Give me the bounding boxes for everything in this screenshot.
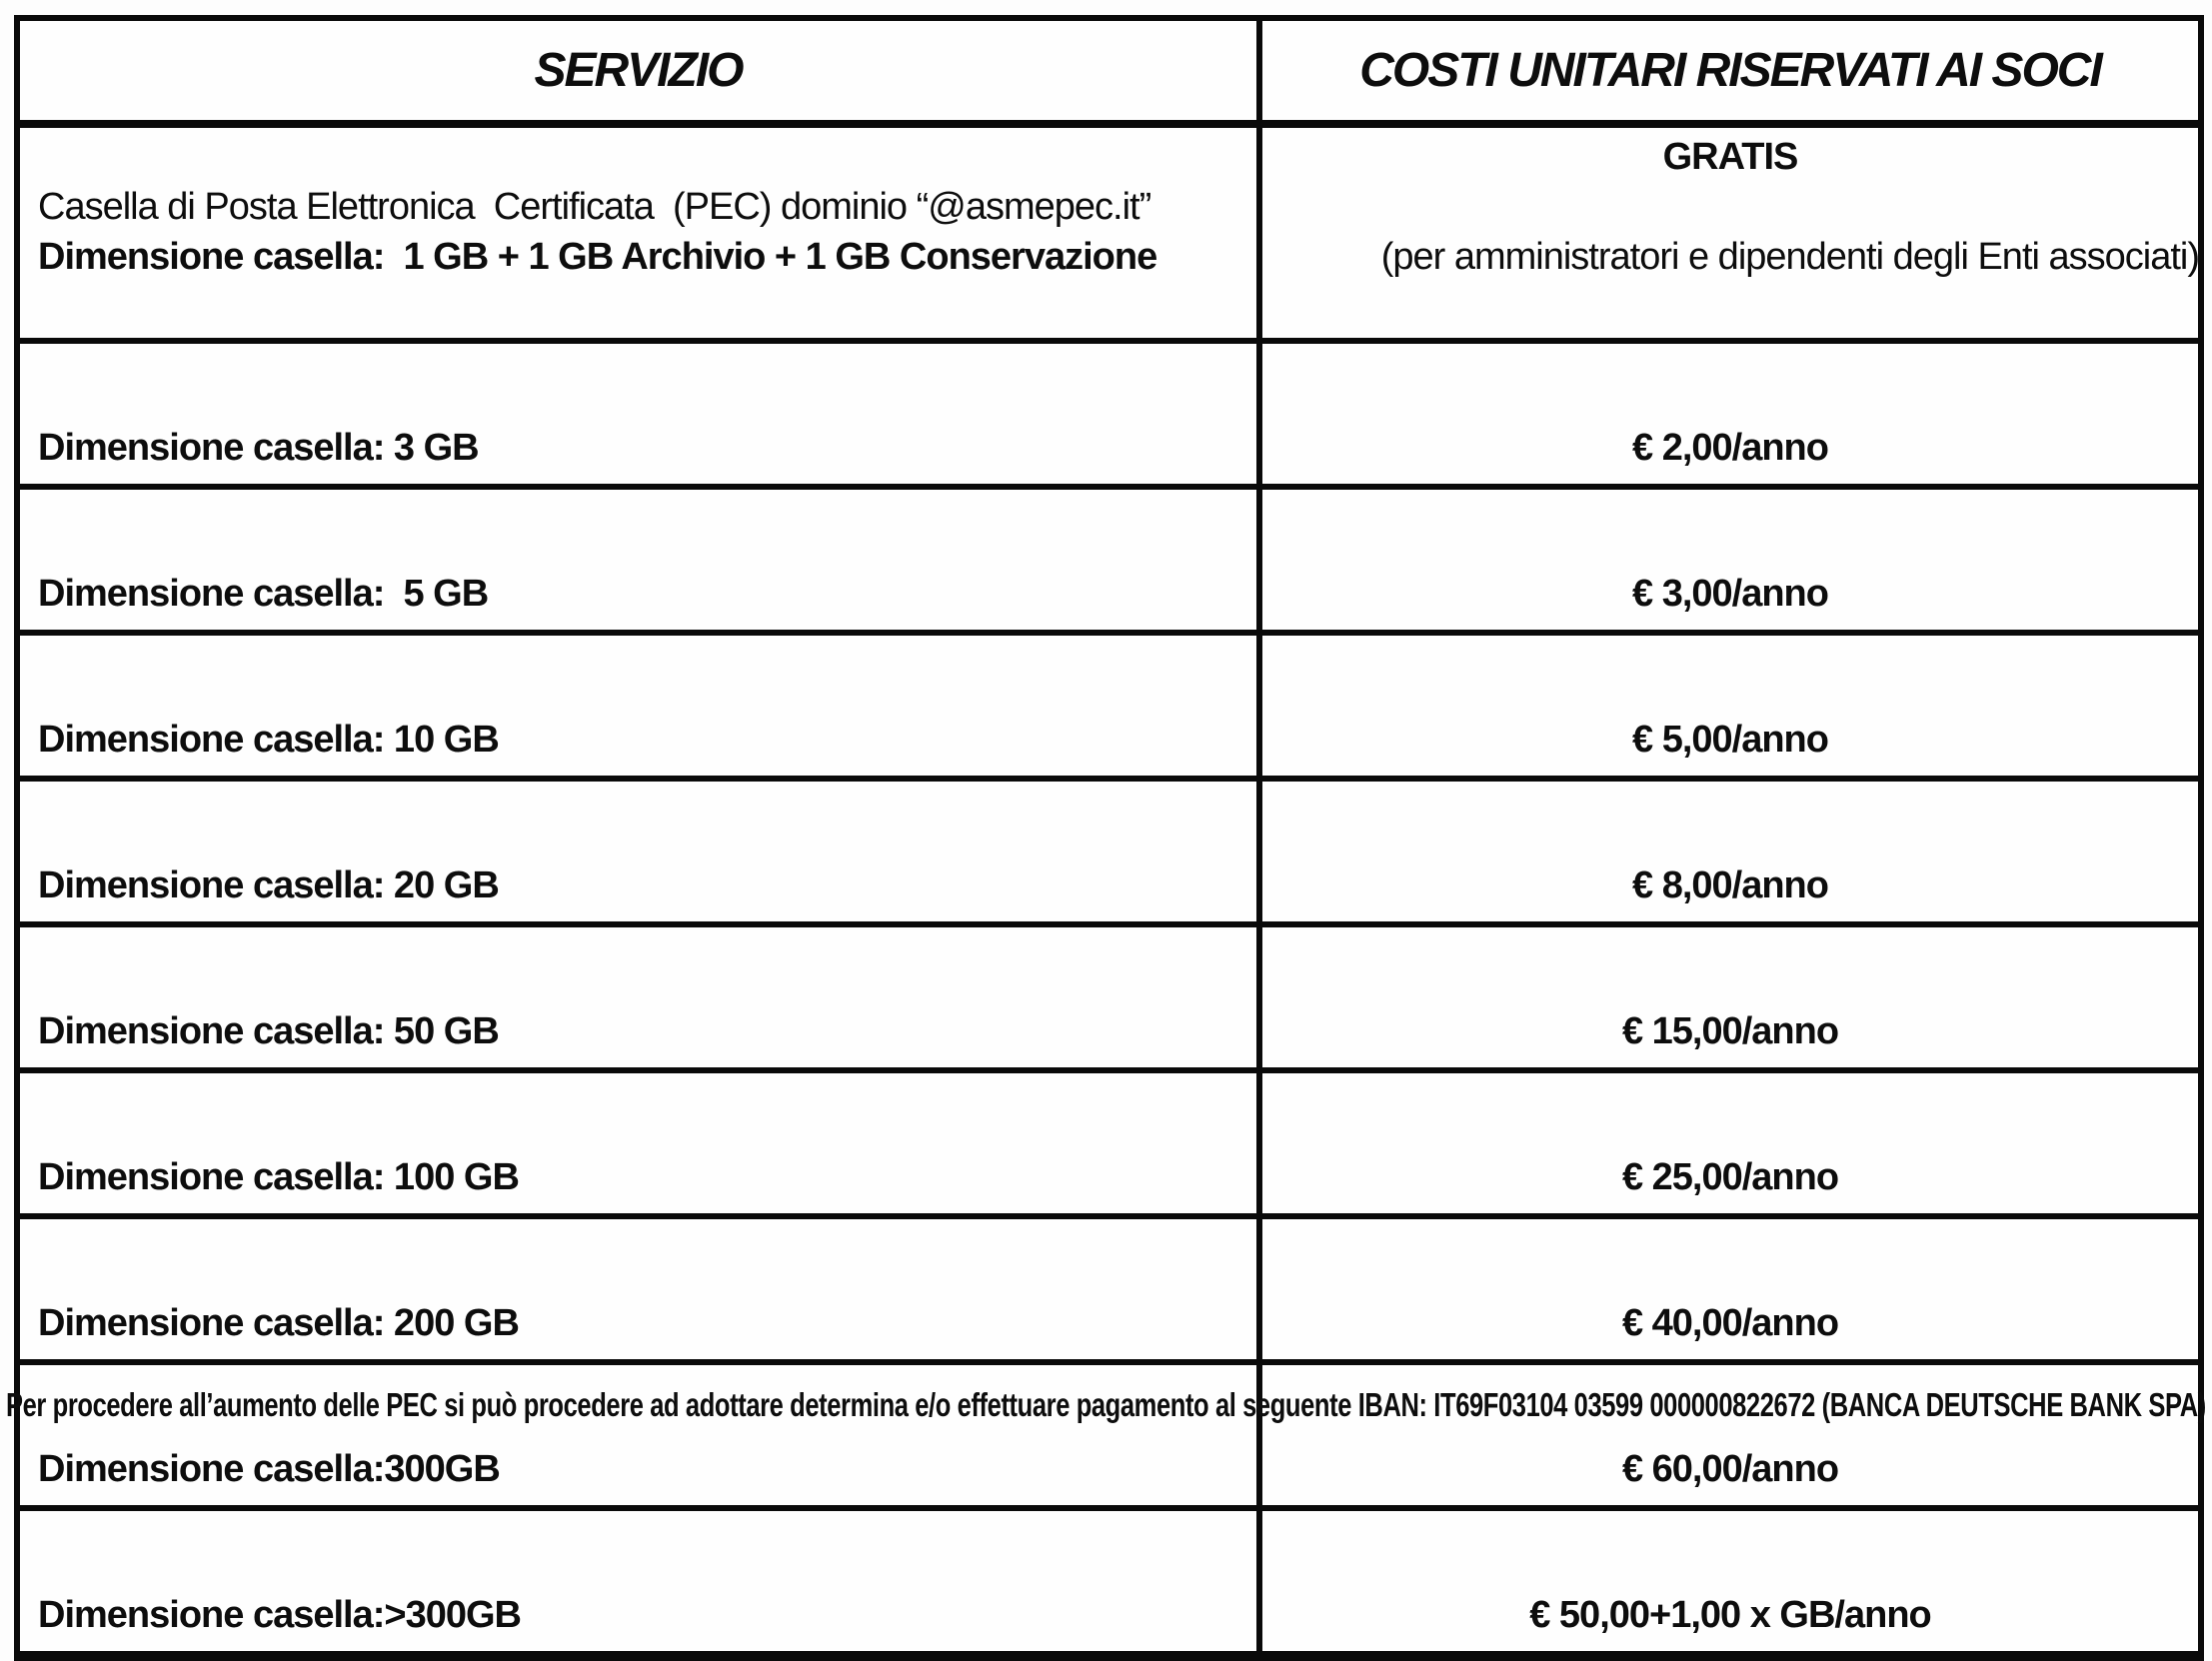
- table-row: [17, 633, 2201, 779]
- table-row: [17, 924, 2201, 1070]
- service-label: Dimensione casella:>300GB: [38, 1594, 521, 1636]
- cost-cell: [1259, 779, 2201, 924]
- service-cell: [17, 779, 1259, 924]
- cost-cell: [1259, 124, 2201, 341]
- service-label: Dimensione casella: 50 GB: [38, 1010, 499, 1052]
- cost-value: € 5,00/anno: [1632, 719, 1828, 761]
- table-row: [17, 1216, 2201, 1362]
- table-row-pec-gratis: [17, 124, 2201, 341]
- header-row: [17, 18, 2201, 124]
- column-header-costi-unitari: COSTI UNITARI RISERVATI AI SOCI: [1259, 18, 2201, 124]
- table-row: [17, 779, 2201, 924]
- service-cell: [17, 1508, 1259, 1656]
- gratis-conditions-text: (per amministratori e dipendenti degli Enti associati): [1380, 236, 2199, 278]
- cost-value: € 2,00/anno: [1632, 427, 1828, 469]
- cost-cell: [1259, 633, 2201, 779]
- payment-instruction-note: Per procedere all’aumento delle PEC si può procedere ad adottare determina e/o effettuare pagamento al seguente IBAN: IT69F03104 03599 000000822672 (BANCA DEUTSCHE BANK SPA): [6, 1386, 2206, 1423]
- service-label: Dimensione casella: 3 GB: [38, 427, 479, 469]
- cost-value: € 60,00/anno: [1621, 1448, 1839, 1490]
- cost-cell: [1259, 1070, 2201, 1216]
- table-row: [17, 1508, 2201, 1656]
- cost-cell: [1259, 487, 2201, 633]
- service-cell: [17, 124, 1259, 341]
- cost-value: € 15,00/anno: [1621, 1010, 1839, 1052]
- service-label: Dimensione casella:300GB: [38, 1448, 500, 1490]
- service-cell: [17, 1070, 1259, 1216]
- service-label: Dimensione casella: 100 GB: [38, 1156, 519, 1198]
- cost-cell: [1259, 924, 2201, 1070]
- cost-value: € 3,00/anno: [1632, 573, 1828, 615]
- cost-cell: [1259, 1216, 2201, 1362]
- service-cell: [17, 1216, 1259, 1362]
- service-label: Dimensione casella: 5 GB: [38, 573, 489, 615]
- service-label: Dimensione casella: 20 GB: [38, 864, 499, 906]
- service-cell: [17, 487, 1259, 633]
- service-cell: [17, 341, 1259, 487]
- table-row: [17, 1070, 2201, 1216]
- service-label: Dimensione casella: 10 GB: [38, 719, 499, 761]
- cost-cell: [1259, 341, 2201, 487]
- cost-value: € 40,00/anno: [1621, 1302, 1839, 1344]
- table-row: [17, 341, 2201, 487]
- service-cell: [17, 633, 1259, 779]
- cost-value: € 25,00/anno: [1621, 1156, 1839, 1198]
- table-row: [17, 487, 2201, 633]
- gratis-conditions: [1266, 182, 2199, 332]
- service-label: Dimensione casella: 200 GB: [38, 1302, 519, 1344]
- service-cell: [17, 924, 1259, 1070]
- cost-cell: [1259, 1508, 2201, 1656]
- column-header-servizio: SERVIZIO: [17, 18, 1259, 124]
- footer-note-container: [6, 1383, 2206, 1431]
- cost-value: € 8,00/anno: [1632, 864, 1828, 906]
- pec-dimension-line: Dimensione casella: 1 GB + 1 GB Archivio + 1 GB Conservazione: [38, 236, 1157, 278]
- cost-value: € 50,00+1,00 x GB/anno: [1529, 1594, 1931, 1636]
- gratis-label: GRATIS: [1662, 136, 1798, 178]
- pec-description-line: Casella di Posta Elettronica Certificata (PEC) dominio “@asmepec.it”: [38, 186, 1151, 228]
